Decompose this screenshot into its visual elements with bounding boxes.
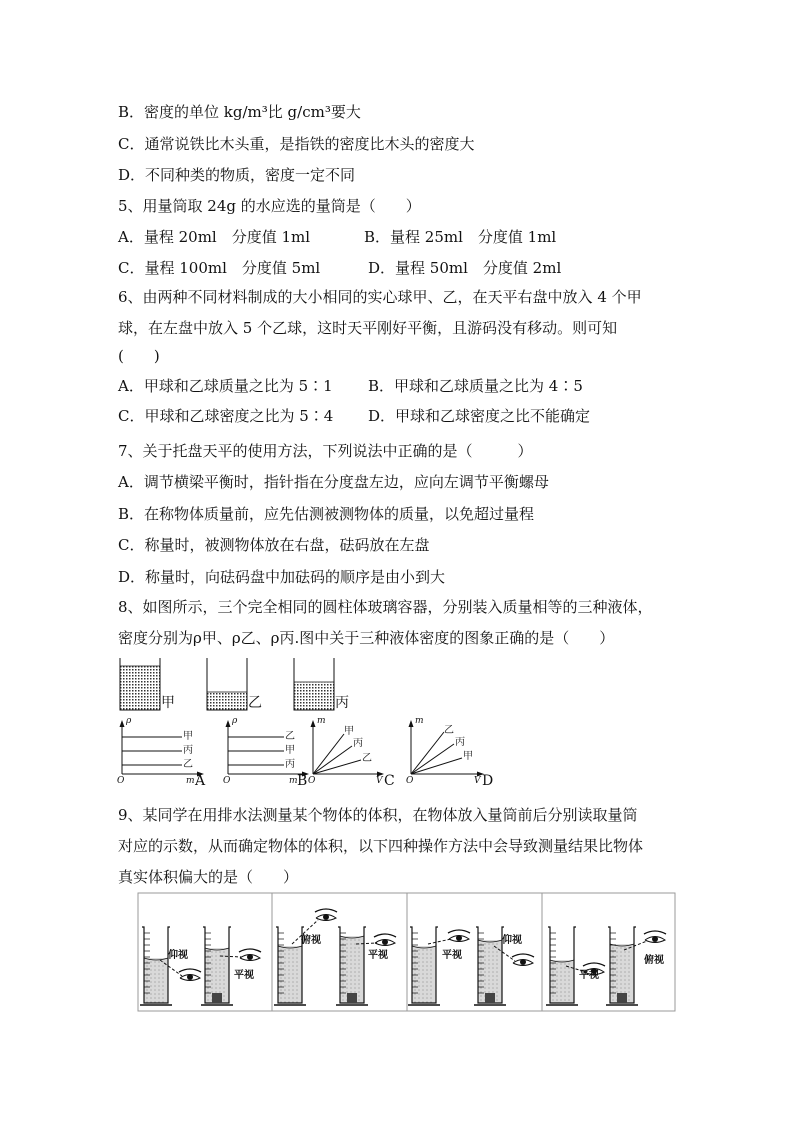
q9-p2-cyl-before-water [278, 946, 302, 1003]
graph-b-letter: B [297, 773, 308, 789]
container-jia [120, 658, 160, 710]
q9-panel2-before-label: 俯视 [301, 935, 321, 946]
q9-p4-cyl-before-water [550, 960, 574, 1003]
q8-stem-line1: 8、如图所示，三个完全相同的圆柱体玻璃容器，分别装入质量相等的三种液体， [118, 598, 653, 616]
q7-option-d: D．称量时，向砝码盘中加砝码的顺序是由小到大 [118, 568, 446, 586]
q6-stem-line3: ( ) [118, 347, 160, 365]
q9-stem-line3: 真实体积偏大的是（ ） [118, 868, 299, 886]
q9-panel1-before-label: 仰视 [168, 950, 188, 961]
q6-option-c: C．甲球和乙球密度之比为 5∶4 [118, 407, 334, 425]
q5-option-d: D．量程 50ml 分度值 2ml [368, 259, 562, 277]
graph-b-line3: 丙 [285, 759, 295, 770]
graph-c-line3: 乙 [362, 753, 372, 764]
graph-b [226, 720, 310, 777]
q4-option-c: C．通常说铁比木头重，是指铁的密度比木头的密度大 [118, 135, 475, 153]
graph-c-line1: 甲 [344, 726, 354, 737]
graph-a-line1: 甲 [183, 731, 193, 742]
graph-d-xlabel: V [474, 776, 481, 786]
container-label-yi: 乙 [248, 695, 262, 711]
q4-option-b: B．密度的单位 kg/m³比 g/cm³要大 [118, 103, 361, 121]
q9-p1-cyl-before-water [144, 958, 168, 1003]
q9-p3-cyl-before-water [412, 946, 436, 1003]
graph-a-line3: 乙 [183, 759, 193, 770]
graph-d-line3: 甲 [463, 751, 473, 762]
container-bing [294, 658, 334, 710]
q8-stem-line2: 密度分别为ρ甲、ρ乙、ρ丙.图中关于三种液体密度的图象正确的是（ ） [118, 629, 615, 647]
q6-option-b: B．甲球和乙球质量之比为 4∶5 [368, 377, 583, 395]
graph-c-letter: C [384, 773, 395, 789]
q6-option-d: D．甲球和乙球密度之比不能确定 [368, 407, 591, 425]
graph-c-line2: 丙 [353, 738, 363, 749]
graph-c-ylabel: m [317, 716, 326, 726]
q9-panel4-after-label: 俯视 [644, 955, 664, 966]
q6-option-a: A．甲球和乙球质量之比为 5∶1 [118, 377, 333, 395]
graph-b-origin: O [223, 776, 231, 786]
graph-d-line1: 乙 [444, 725, 454, 736]
q7-option-a: A．调节横梁平衡时，指针指在分度盘左边，应向左调节平衡螺母 [118, 473, 549, 491]
q9-p4-cyl-after-object [617, 993, 627, 1003]
graph-a-line2: 丙 [183, 745, 193, 756]
q9-p3-cyl-after-object [485, 993, 495, 1003]
q9-p2-cyl-after-object [347, 993, 357, 1003]
graph-c-xlabel: V [376, 776, 383, 786]
q9-panel3-after-label: 仰视 [502, 935, 522, 946]
q9-stem-line1: 9、某同学在用排水法测量某个物体的体积，在物体放入量筒前后分别读取量筒 [118, 806, 638, 824]
q9-panel2-after-label: 平视 [368, 950, 388, 961]
q9-stem-line2: 对应的示数，从而确定物体的体积，以下四种操作方法中会导致测量结果比物体 [118, 837, 644, 855]
container-label-jia: 甲 [161, 695, 175, 711]
q9-panel3-before-label: 平视 [442, 950, 462, 961]
container-label-bing: 丙 [335, 695, 349, 711]
q4-option-d: D．不同种类的物质，密度一定不同 [118, 166, 356, 184]
graph-b-line1: 乙 [285, 731, 295, 742]
q9-panel4-before-label: 平视 [579, 970, 599, 981]
graph-a-origin: O [117, 776, 125, 786]
graph-a-xlabel: m [186, 776, 195, 786]
q5-option-c: C．量程 100ml 分度值 5ml [118, 259, 321, 277]
graph-c-origin: O [308, 776, 316, 786]
graph-d-ylabel: m [415, 716, 424, 726]
q5-stem: 5、用量筒取 24g 的水应选的量筒是（ ） [118, 197, 421, 215]
graph-b-xlabel: m [289, 776, 298, 786]
graph-d-origin: O [406, 776, 414, 786]
q9-p1-cyl-after-object [212, 993, 222, 1003]
q7-stem: 7、关于托盘天平的使用方法，下列说法中正确的是（ ） [118, 442, 533, 460]
graph-a-letter: A [195, 773, 206, 789]
graph-b-ylabel: ρ [232, 716, 238, 726]
q5-option-a: A．量程 20ml 分度值 1ml [118, 228, 311, 246]
q6-stem-line1: 6、由两种不同材料制成的大小相同的实心球甲、乙，在天平右盘中放入 4 个甲 [118, 288, 642, 306]
graph-d-line2: 丙 [455, 737, 465, 748]
q7-option-b: B．在称物体质量前，应先估测被测物体的质量，以免超过量程 [118, 505, 535, 523]
q5-option-b: B．量程 25ml 分度值 1ml [364, 228, 557, 246]
q7-option-c: C．称量时，被测物体放在右盘，砝码放在左盘 [118, 536, 430, 554]
graph-b-line2: 甲 [285, 745, 295, 756]
graph-d-letter: D [482, 773, 494, 789]
container-yi [207, 658, 247, 710]
q9-panel1-after-label: 平视 [234, 970, 254, 981]
q6-stem-line2: 球，在左盘中放入 5 个乙球，这时天平刚好平衡，且游码没有移动。则可知 [118, 319, 618, 337]
graph-a-ylabel: ρ [126, 716, 132, 726]
